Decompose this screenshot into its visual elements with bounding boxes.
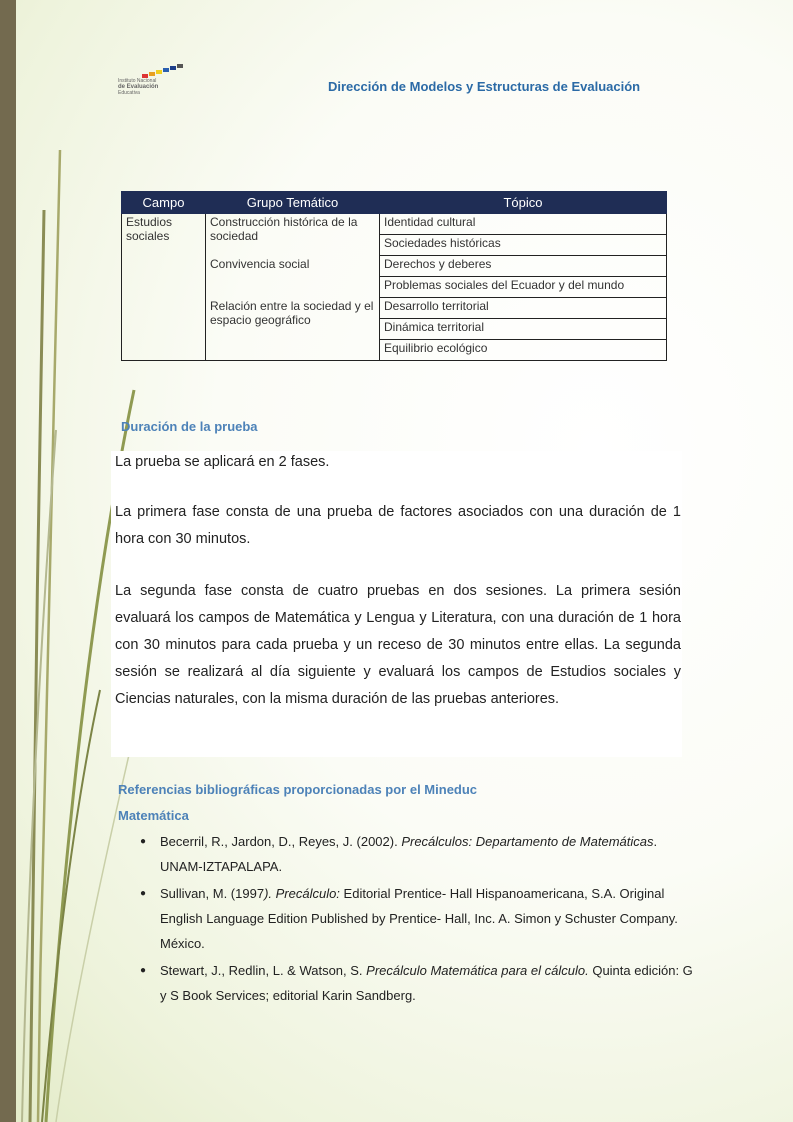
table-row <box>122 214 667 235</box>
group-cell: Relación entre la sociedad y el espacio geográfico <box>206 298 380 361</box>
duration-text-box <box>111 451 682 757</box>
topic-cell: Derechos y deberes <box>380 256 667 277</box>
references-heading: Referencias bibliográficas proporcionadas por el Mineduc <box>118 782 478 797</box>
list-item <box>138 881 698 956</box>
ref-text: Editorial Prentice- Hall Hispanoamericana, S.A. Original English Language Edition Published by Prentice- Hall, Inc. A. Simon y Schuster Company. México. <box>160 886 678 951</box>
header-topico: Tópico <box>380 192 667 214</box>
references-subheading: Matemática <box>118 808 189 823</box>
bullet-icon: ● <box>140 888 147 899</box>
logo-line-3: Educativa <box>118 90 140 96</box>
institution-logo <box>118 62 198 102</box>
duration-paragraph-3: La segunda fase consta de cuatro pruebas en dos sesiones. La primera sesión evaluará los campos de Matemática y Lengua y Literatura, con una duración de 1 hora con 30 minutos para cada prueba y un receso de 30 minutos entre ellas. La segunda sesión se realizará al día siguiente y evaluará los campos de Estudios sociales y Ciencias naturales, con la misma duración de las pruebas anteriores. <box>115 583 681 707</box>
group-cell: Convivencia social <box>206 256 380 298</box>
duration-heading: Duración de la prueba <box>121 419 258 434</box>
topic-cell: Identidad cultural <box>380 214 667 235</box>
duration-paragraph-1: La prueba se aplicará en 2 fases. <box>115 454 330 470</box>
ref-italic: ). Precálculo: <box>264 886 340 901</box>
list-item <box>138 958 698 1008</box>
topic-cell: Equilibrio ecológico <box>380 340 667 361</box>
logo-line-2: de Evaluación <box>118 84 159 90</box>
ref-text: Stewart, J., Redlin, L. & Watson, S. <box>160 963 367 978</box>
topic-cell: Problemas sociales del Ecuador y del mundo <box>380 277 667 298</box>
ref-italic: Precálculos: Departamento de Matemáticas <box>401 834 654 849</box>
bullet-icon: ● <box>140 836 147 847</box>
duration-paragraph-2: La primera fase consta de una prueba de factores asociados con una duración de 1 hora con 30 minutos. <box>115 504 681 547</box>
ref-text: Quinta edición: G y S Book Services; editorial Karin Sandberg. <box>160 963 693 1003</box>
topic-cell: Sociedades históricas <box>380 235 667 256</box>
header-campo: Campo <box>122 192 206 214</box>
group-cell: Construcción histórica de la sociedad <box>206 214 380 256</box>
table-header-row <box>122 192 667 214</box>
ref-text: . UNAM-IZTAPALAPA. <box>160 834 658 874</box>
header-title: Dirección de Modelos y Estructuras de Evaluación <box>328 79 641 94</box>
campo-cell: Estudios sociales <box>122 214 206 361</box>
references-list <box>138 829 698 1010</box>
topic-cell: Dinámica territorial <box>380 319 667 340</box>
ref-text: Becerril, R., Jardon, D., Reyes, J. (2002). <box>160 834 402 849</box>
header-grupo: Grupo Temático <box>206 192 380 214</box>
left-border-bar <box>0 0 16 1122</box>
bullet-icon: ● <box>140 965 147 976</box>
ref-text: Sullivan, M. (1997 <box>160 886 265 901</box>
list-item <box>138 829 698 879</box>
ref-italic: Precálculo Matemática para el cálculo. <box>366 963 589 978</box>
topic-cell: Desarrollo territorial <box>380 298 667 319</box>
topics-table <box>121 191 667 361</box>
logo-line-1: Instituto Nacional <box>118 78 157 84</box>
